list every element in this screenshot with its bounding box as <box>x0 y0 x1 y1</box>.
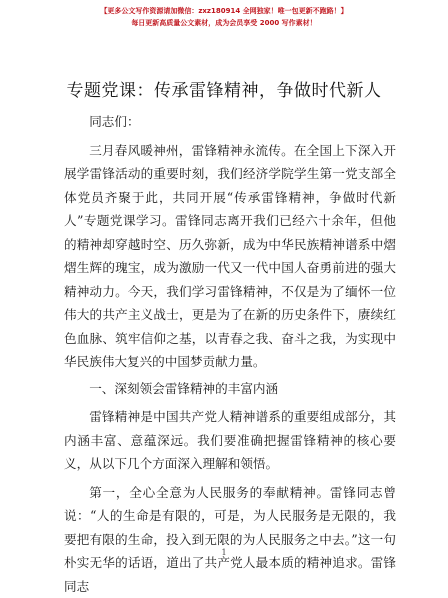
promo-banner-line-2: 每日更新高质量公文素材，成为会员享受 2000 写作素材！ <box>0 18 448 28</box>
promo-banner-line-1: 【更多公文写作资源请加微信：zxz180914 全网独家！唯一包更新不跑路！】 <box>0 6 448 16</box>
greeting: 同志们： <box>64 110 396 134</box>
paragraph-section-1: 雷锋精神是中国共产党人精神谱系的重要组成部分，其内涵丰富、意蕴深远。我们要准确把握雷锋精神的核心要义，从以下几个方面深入理解和领悟。 <box>64 405 396 476</box>
paragraph-section-2: 第一，全心全意为人民服务的奉献精神。雷锋同志曾说：“人的生命是有限的，可是，为人民服务是无限的，我要把有限的生命，投入到无限的为人民服务之中去。”这一句朴实无华的话语，道出了共产党人最本质的精神追求。雷锋同志 <box>64 481 396 598</box>
page-number: 1 <box>0 548 448 557</box>
section-heading: 一、深刻领会雷锋精神的丰富内涵 <box>64 377 396 401</box>
document-body <box>64 110 396 598</box>
paragraph-intro: 三月春风暖神州，雷锋精神永流传。在全国上下深入开展学雷锋活动的重要时刻，我们经济学院学生第一党支部全体党员齐聚于此，共同开展“传承雷锋精神，争做时代新人”专题党课学习。雷锋同志离开我们已经六十余年，但他的精神却穿越时空、历久弥新，成为中华民族精神谱系中熠熠生辉的瑰宝，成为激励一代又一代中国人奋勇前进的强大精神动力。今天，我们学习雷锋精神，不仅是为了缅怀一位伟大的共产主义战士，更是为了在新的历史条件下，赓续红色血脉、筑牢信仰之基，以青春之我、奋斗之我，为实现中华民族伟大复兴的中国梦贡献力量。 <box>64 139 396 374</box>
promo-banner <box>0 6 448 28</box>
document-title: 专题党课：传承雷锋精神，争做时代新人 <box>0 80 448 102</box>
